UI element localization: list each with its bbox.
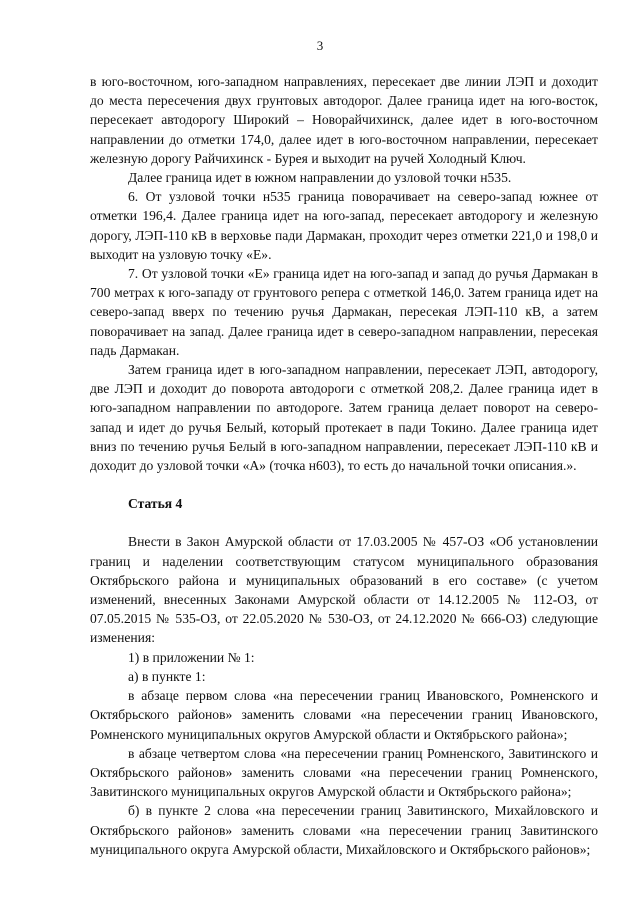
page-number: 3: [316, 38, 324, 53]
paragraph-item-6: 6. От узловой точки н535 граница поворачивает на северо-запад южнее от отметки 196,4. Далее граница идет на юго-запад, пересекает автодорогу и железную дорогу, ЛЭП-110 кВ в верховье пади Дармакан, проходит через отметки 221,0 и 198,0 и выходит на узловую точку «Е».: [90, 189, 598, 262]
paragraph-first-abzac: в абзаце первом слова «на пересечении границ Ивановского, Ромненского и Октябрьского районов» заменить словами «на пересечении границ Ивановского, Ромненского муниципальных округов Амурской области и Октябрьского района»;: [90, 688, 598, 742]
document-body: [90, 72, 598, 859]
list-item-b: б) в пункте 2 слова «на пересечении границ Завитинского, Михайловского и Октябрьского районов» заменить словами «на пересечении границ Завитинского муниципального округа Амурской области, Михайловского и Октябрьского районов»;: [90, 803, 598, 857]
list-item-appendix-1: 1) в приложении № 1:: [128, 649, 255, 665]
paragraph-fourth-abzac: в абзаце четвертом слова «на пересечении границ Ромненского, Завитинского и Октябрьского районов» заменить словами «на пересечении границ Ромненского, Завитинского муниципальных округов Амурской области и Октябрьского района»;: [90, 745, 598, 800]
paragraph-law-amendment: Внести в Закон Амурской области от 17.03.2005 № 457-ОЗ «Об установлении границ и наделении соответствующим статусом муниципального образования Октябрьского района и муниципальных образований в его составе» (с учетом изменений, внесенных Законами Амурской области от 14.12.2005 № 112-ОЗ, от 07.05.2015 № 535-ОЗ, от 22.05.2020 № 530-ОЗ, от 24.12.2020 № 666-ОЗ) следующие изменения:: [90, 534, 598, 646]
article-heading: Статья 4: [128, 496, 183, 512]
paragraph-continuation: в юго-восточном, юго-западном направлениях, пересекает две линии ЛЭП и доходит до места пересечения двух грунтовых автодорог. Далее граница идет на юго-восток, пересекает автодорогу Широкий – Новорайчихинск, далее идет в юго-восточном направлении до отметки 174,0, далее идет в юго-восточном направлении, пересекает железную дорогу Райчихинск - Бурея и выходит на ручей Холодный Ключ.: [90, 74, 598, 166]
paragraph-boundary-south: Далее граница идет в южном направлении до узловой точки н535.: [128, 170, 512, 186]
list-item-a: а) в пункте 1:: [128, 668, 206, 684]
paragraph-item-7: 7. От узловой точки «Е» граница идет на юго-запад и запад до ручья Дармакан в 700 метрах к юго-западу от грунтового репера с отметкой 146,0. Затем граница идет на северо-запад вверх по течению ручья Дармакан, пересекая ЛЭП-110 кВ, а затем поворачивает на запад. Далее граница идет в северо-западном направлении, пересекая падь Дармакан.: [90, 266, 598, 358]
paragraph-boundary-end: Затем граница идет в юго-западном направлении, пересекает ЛЭП, автодорогу, две ЛЭП и доходит до поворота автодороги с отметкой 208,2. Далее граница идет в юго-западном направлении по автодороге. Затем граница делает поворот на северо-запад и идет до ручья Белый, который протекает в пади Токино. Далее граница идет вниз по течению ручья Белый в юго-западном направлении, пересекает ЛЭП-110 кВ и доходит до узловой точки «А» (точка н603), то есть до начальной точки описания.».: [90, 362, 598, 474]
